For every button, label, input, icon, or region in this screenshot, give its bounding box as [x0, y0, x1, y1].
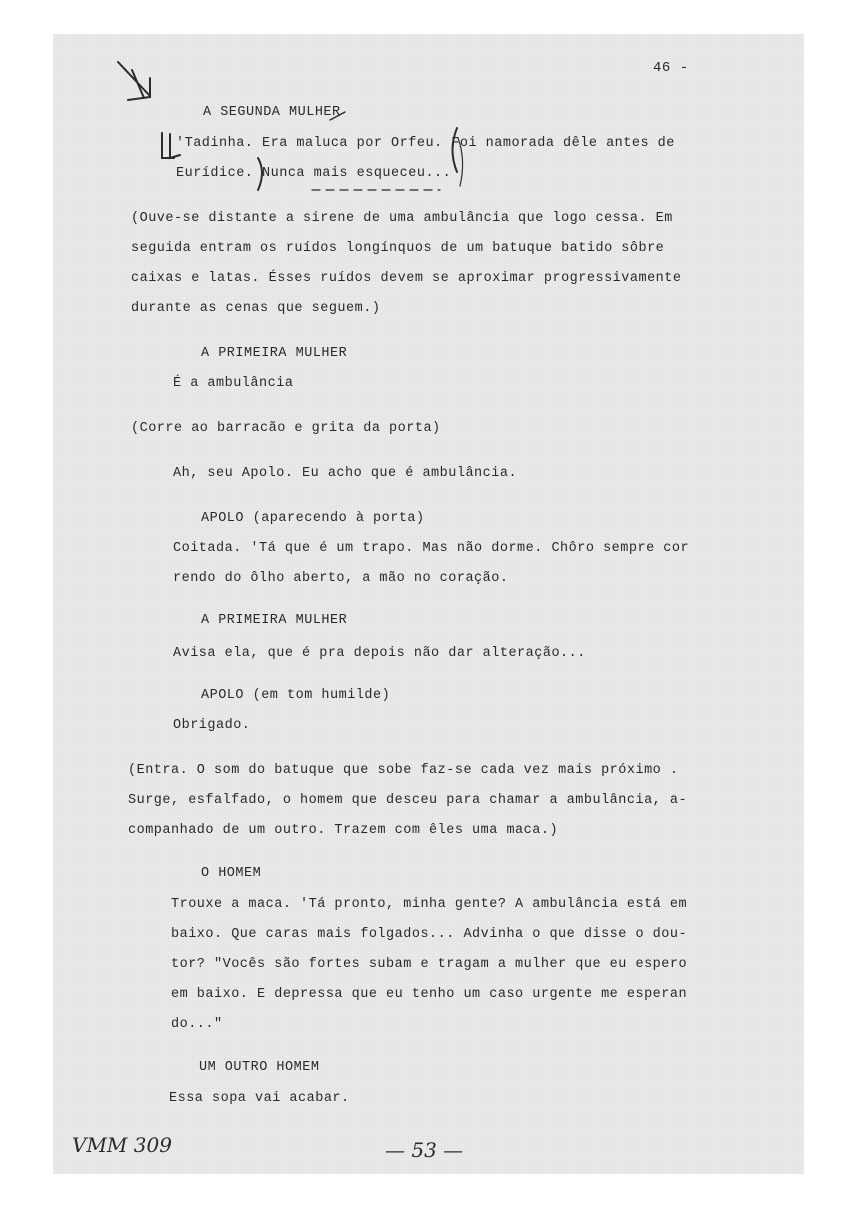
- speaker-heading: A PRIMEIRA MULHER: [201, 613, 348, 628]
- dialogue-line: Trouxe a maca. 'Tá pronto, minha gente? A ambulância está em: [171, 897, 688, 912]
- stage-direction-line: durante as cenas que seguem.): [131, 301, 381, 316]
- dialogue-line: É a ambulância: [173, 376, 294, 391]
- dialogue-line: Coitada. 'Tá que é um trapo. Mas não dorme. Chôro sempre cor: [173, 541, 690, 556]
- speaker-heading: APOLO (em tom humilde): [201, 688, 391, 703]
- dialogue-line: tor? "Vocês são fortes subam e tragam a mulher que eu espero: [171, 957, 688, 972]
- stage-direction-line: caixas e latas. Ésses ruídos devem se aproximar progressivamente: [131, 271, 682, 286]
- dialogue-line: Obrigado.: [173, 718, 251, 733]
- dialogue-line: Ah, seu Apolo. Eu acho que é ambulância.: [173, 466, 518, 481]
- stage-direction-line: (Corre ao barracão e grita da porta): [131, 421, 441, 436]
- dialogue-line: Essa sopa vai acabar.: [169, 1091, 350, 1106]
- footer-page-number: — 53 —: [385, 1138, 464, 1162]
- dialogue-line: baixo. Que caras mais folgados... Advinha o que disse o dou-: [171, 927, 688, 942]
- dialogue-line: rendo do ôlho aberto, a mão no coração.: [173, 571, 509, 586]
- speaker-heading: A PRIMEIRA MULHER: [201, 346, 348, 361]
- stage-direction-line: (Entra. O som do batuque que sobe faz-se cada vez mais próximo .: [128, 763, 679, 778]
- dialogue-line: 'Tadinha. Era maluca por Orfeu. Foi namorada dêle antes de: [176, 136, 675, 151]
- stage-direction-line: companhado de um outro. Trazem com êles uma maca.): [128, 823, 559, 838]
- archive-reference: VMM 309: [72, 1133, 172, 1157]
- speaker-heading: UM OUTRO HOMEM: [199, 1060, 320, 1075]
- stage-direction-line: seguida entram os ruídos longínquos de um batuque batido sôbre: [131, 241, 665, 256]
- typescript-page: [53, 34, 804, 1174]
- speaker-heading: A SEGUNDA MULHER: [203, 105, 341, 120]
- dialogue-line: em baixo. E depressa que eu tenho um caso urgente me esperan: [171, 987, 688, 1002]
- stage-direction-line: Surge, esfalfado, o homem que desceu para chamar a ambulância, a-: [128, 793, 688, 808]
- dialogue-line: do...": [171, 1017, 223, 1032]
- dialogue-line: Eurídice. Nunca mais esqueceu...: [176, 166, 452, 181]
- speaker-heading: APOLO (aparecendo à porta): [201, 511, 425, 526]
- dialogue-line: Avisa ela, que é pra depois não dar alteração...: [173, 646, 586, 661]
- speaker-heading: O HOMEM: [201, 866, 262, 881]
- stage-direction-line: (Ouve-se distante a sirene de uma ambulância que logo cessa. Em: [131, 211, 673, 226]
- page-number: 46 -: [653, 60, 689, 76]
